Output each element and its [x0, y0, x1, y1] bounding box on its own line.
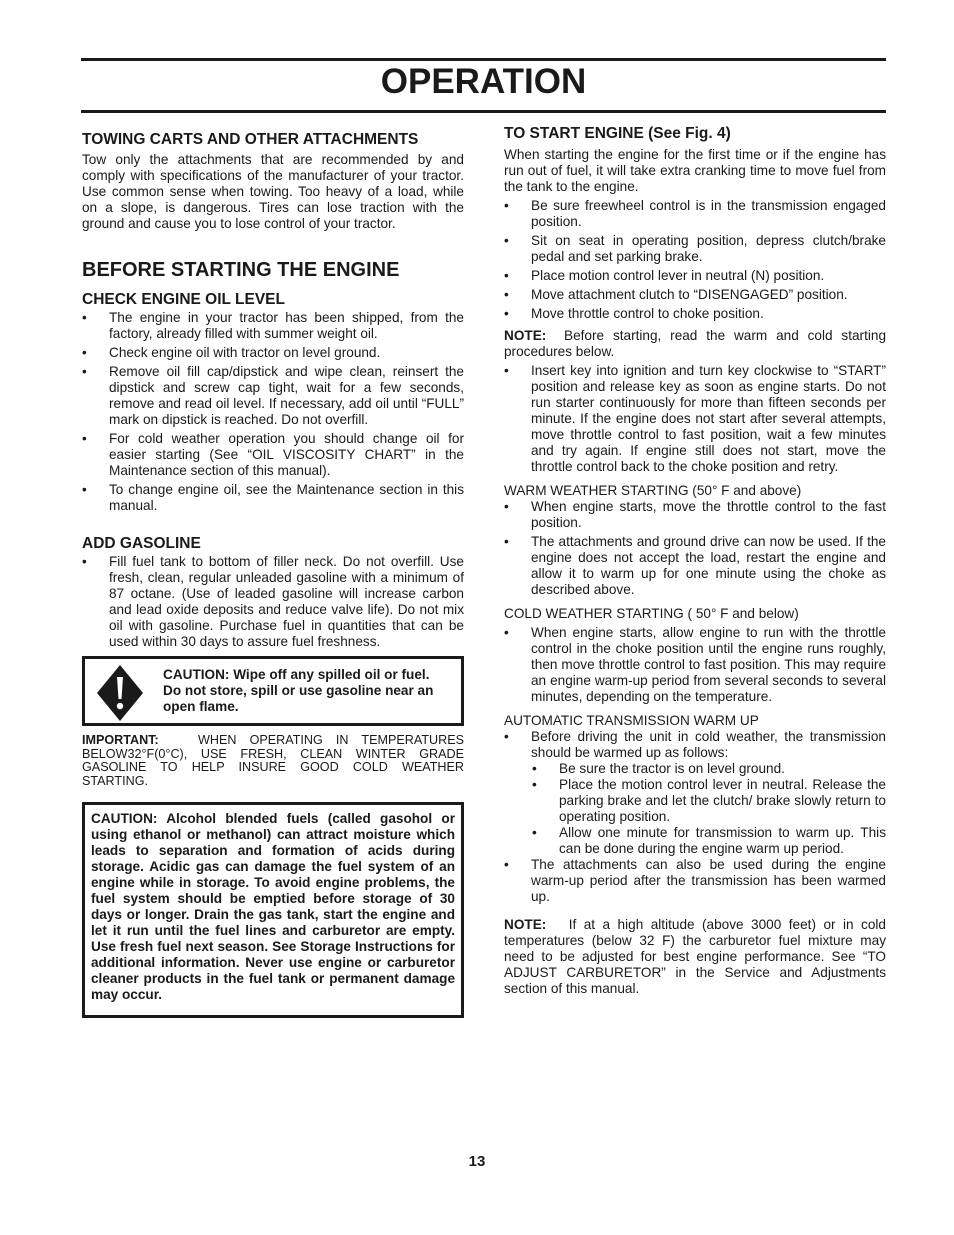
caution-box-alcohol [82, 802, 464, 1018]
towing-section [82, 130, 464, 232]
auto-transmission-list-2 [504, 857, 886, 905]
note-text: Before starting, read the warm and cold starting procedures below. [504, 328, 886, 359]
list-item: • To change engine oil, see the Maintenance section in this manual. [82, 482, 464, 514]
caution-box-spill [82, 656, 464, 726]
cold-weather-heading: COLD WEATHER STARTING ( 50° F and below) [504, 606, 799, 621]
important-label: IMPORTANT: [82, 733, 159, 747]
warm-weather-section [504, 483, 886, 598]
auto-transmission-intro: Before driving the unit in cold weather, the transmission should be warmed up as follows: [531, 729, 886, 760]
start-engine-intro: When starting the engine for the first time or if the engine has run out of fuel, it will take extra cranking time to move fuel from the tank to the engine. [504, 147, 886, 194]
cold-weather-section [504, 606, 886, 705]
list-item: • Check engine oil with tractor on level ground. [82, 345, 464, 361]
caution-spill-text: CAUTION: Wipe off any spilled oil or fuel. Do not store, spill or use gasoline near an open flame. [163, 667, 434, 714]
list-item: • Insert key into ignition and turn key clockwise to “START” position and release key as soon as engine starts. Do not run starter continuously for more than fifteen seconds per minute. If the engine does not start after several attempts, move throttle control to fast position, wait a few minutes and try again. If engine still does not start, move the throttle control back to the choke position and retry. [504, 363, 886, 475]
list-item: • The attachments can also be used during the engine warm-up period after the transmission has been warmed up. [504, 857, 886, 905]
list-item: • For cold weather operation you should change oil for easier starting (See “OIL VISCOSITY CHART” in the Maintenance section of this manual). [82, 431, 464, 479]
warm-weather-list [504, 499, 886, 598]
list-item: • Move throttle control to choke position. [504, 306, 886, 322]
important-text: WHEN OPERATING IN TEMPERATURES BELOW32°F(0°C), USE FRESH, CLEAN WINTER GRADE GASOLINE TO HELP INSURE GOOD COLD WEATHER STARTING. [82, 733, 465, 788]
page-title: OPERATION [380, 62, 587, 101]
right-column [504, 120, 886, 997]
list-item: • The attachments and ground drive can now be used. If the engine does not accept the load, restart the engine and allow it to warm up for one minute using the choke as described above. [504, 534, 886, 598]
note-label: NOTE: [504, 917, 547, 932]
list-item: • Be sure freewheel control is in the transmission engaged position. [504, 198, 886, 230]
add-gasoline-list [82, 554, 464, 650]
check-oil-section [82, 290, 464, 514]
list-item: • Allow one minute for transmission to warm up. This can be done during the engine warm up period. [504, 825, 886, 857]
check-oil-heading: CHECK ENGINE OIL LEVEL [82, 291, 285, 308]
list-item: • Place the motion control lever in neutral. Release the parking brake and let the clutch/ brake slowly return to operating position. [504, 777, 886, 825]
start-engine-heading: TO START ENGINE (See Fig. 4) [504, 125, 731, 142]
list-item: • Remove oil fill cap/dipstick and wipe clean, reinsert the dipstick and screw cap tight, wait for a few seconds, remove and read oil level. If necessary, add oil until “FULL” mark on dipstick is reached. Do not overfill. [82, 364, 464, 428]
list-item: • Place motion control lever in neutral (N) position. [504, 268, 886, 284]
left-column [82, 120, 464, 1018]
note-text: If at a high altitude (above 3000 feet) or in cold temperatures (below 32 F) the carburetor fuel mixture may need to be adjusted for best engine performance. See “TO ADJUST CARBURETOR” in the Service and Adjustments section of this manual. [504, 917, 886, 996]
start-engine-list [504, 198, 886, 322]
note-before-starting [504, 328, 886, 360]
list-item: • The engine in your tractor has been shipped, from the factory, already filled with summer weight oil. [82, 310, 464, 342]
before-starting-heading: BEFORE STARTING THE ENGINE [82, 259, 400, 281]
list-item [504, 729, 886, 761]
warm-weather-heading: WARM WEATHER STARTING (50° F and above) [504, 483, 802, 498]
auto-transmission-section [504, 713, 886, 905]
list-item: • Move attachment clutch to “DISENGAGED” position. [504, 287, 886, 303]
auto-transmission-heading: AUTOMATIC TRANSMISSION WARM UP [504, 713, 759, 728]
list-item: • When engine starts, move the throttle control to the fast position. [504, 499, 886, 531]
list-item: • Be sure the tractor is on level ground. [504, 761, 886, 777]
bottom-rule [81, 110, 886, 113]
ignition-list [504, 363, 886, 475]
note-high-altitude [504, 917, 886, 997]
caution-alcohol-text: CAUTION: Alcohol blended fuels (called gasohol or using ethanol or methanol) can attract moisture which leads to separation and formation of acids during storage. Acidic gas can damage the fuel system of an engine while in storage. To avoid engine problems, the fuel system should be emptied before storage of 30 days or longer. Drain the gas tank, start the engine and let it run until the fuel lines and carburetor are empty. Use fresh fuel next season. See Storage Instructions for additional information. Never use engine or carburetor cleaner products in the fuel tank or permanent damage may occur. [91, 811, 455, 1002]
towing-body: Tow only the attachments that are recommended by and comply with specifications of the manufacturer of your tractor. Use common sense when towing. Too heavy of a load, while on a slope, is dangerous. Tires can lose traction with the ground and cause you to lose control of your tractor. [82, 152, 464, 231]
check-oil-list [82, 310, 464, 514]
cold-weather-list [504, 625, 886, 705]
auto-transmission-sublist [504, 761, 886, 857]
auto-transmission-list [504, 729, 886, 761]
list-item: • Fill fuel tank to bottom of filler neck. Do not overfill. Use fresh, clean, regular unleaded gasoline with a minimum of 87 octane. (Use of leaded gasoline will increase carbon and lead oxide deposits and reduce valve life). Do not mix oil with gasoline. Purchase fuel in quantities that can be used within 30 days to assure fuel freshness. [82, 554, 464, 650]
note-label: NOTE: [504, 328, 547, 343]
add-gasoline-section [82, 534, 464, 650]
warning-triangle-icon [95, 663, 145, 721]
important-notice [82, 734, 464, 788]
page-number: 13 [468, 1153, 486, 1170]
list-item: • Sit on seat in operating position, depress clutch/brake pedal and set parking brake. [504, 233, 886, 265]
list-item: • When engine starts, allow engine to run with the throttle control in the choke position until the engine runs roughly, then move throttle control to fast position. This may require an engine warm-up period from several seconds to several minutes, depending on the temperature. [504, 625, 886, 705]
towing-heading: TOWING CARTS AND OTHER ATTACHMENTS [82, 131, 419, 148]
start-engine-section [504, 124, 886, 322]
add-gasoline-heading: ADD GASOLINE [82, 535, 201, 552]
top-rule [81, 58, 886, 61]
